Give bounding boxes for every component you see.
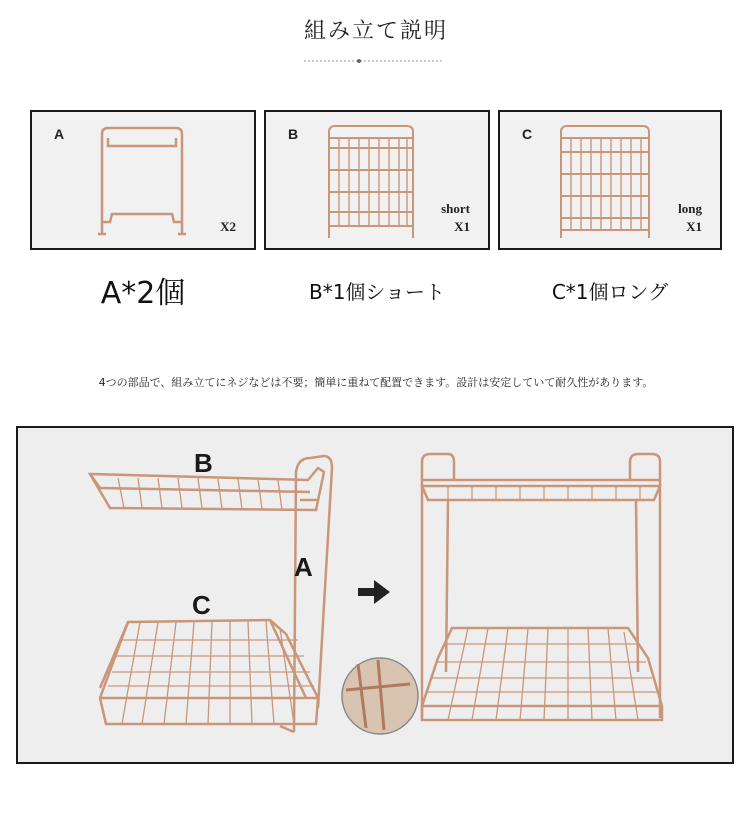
assembly-illustration: [18, 428, 732, 762]
diagram-label-a: A: [294, 552, 313, 582]
part-c-size: long: [678, 201, 702, 216]
part-c-shelf-image: [555, 122, 655, 242]
part-c-qty: X1: [686, 219, 702, 234]
part-b-caption: B*1個ショート: [308, 280, 446, 304]
part-a-panel: [30, 110, 256, 250]
part-b-panel: [264, 110, 490, 250]
part-a-qty: X2: [220, 219, 236, 234]
part-b-size: short: [441, 201, 470, 216]
assembly-diagram: [16, 426, 734, 764]
part-b-shelf-image: [321, 122, 421, 242]
part-a-caption: A*2個: [100, 276, 186, 311]
part-a-letter: A: [54, 126, 65, 142]
diagram-label-b: B: [194, 448, 213, 478]
diagram-label-c: C: [192, 590, 211, 620]
part-c-caption: C*1個ロング: [551, 280, 669, 304]
page-title: 組み立て説明: [303, 19, 448, 44]
title-divider: [304, 58, 444, 64]
part-b-qty: X1: [454, 219, 470, 234]
part-b-letter: B: [288, 126, 299, 142]
part-c-letter: C: [522, 126, 533, 142]
part-c-panel: [498, 110, 722, 250]
part-a-frame-image: [92, 122, 192, 242]
description-text: 4つの部品で、組み立てにネジなどは不要；簡単に重ねて配置できます。設計は安定していて耐久性があります。: [98, 376, 654, 389]
right-arrow-icon: [358, 580, 390, 604]
